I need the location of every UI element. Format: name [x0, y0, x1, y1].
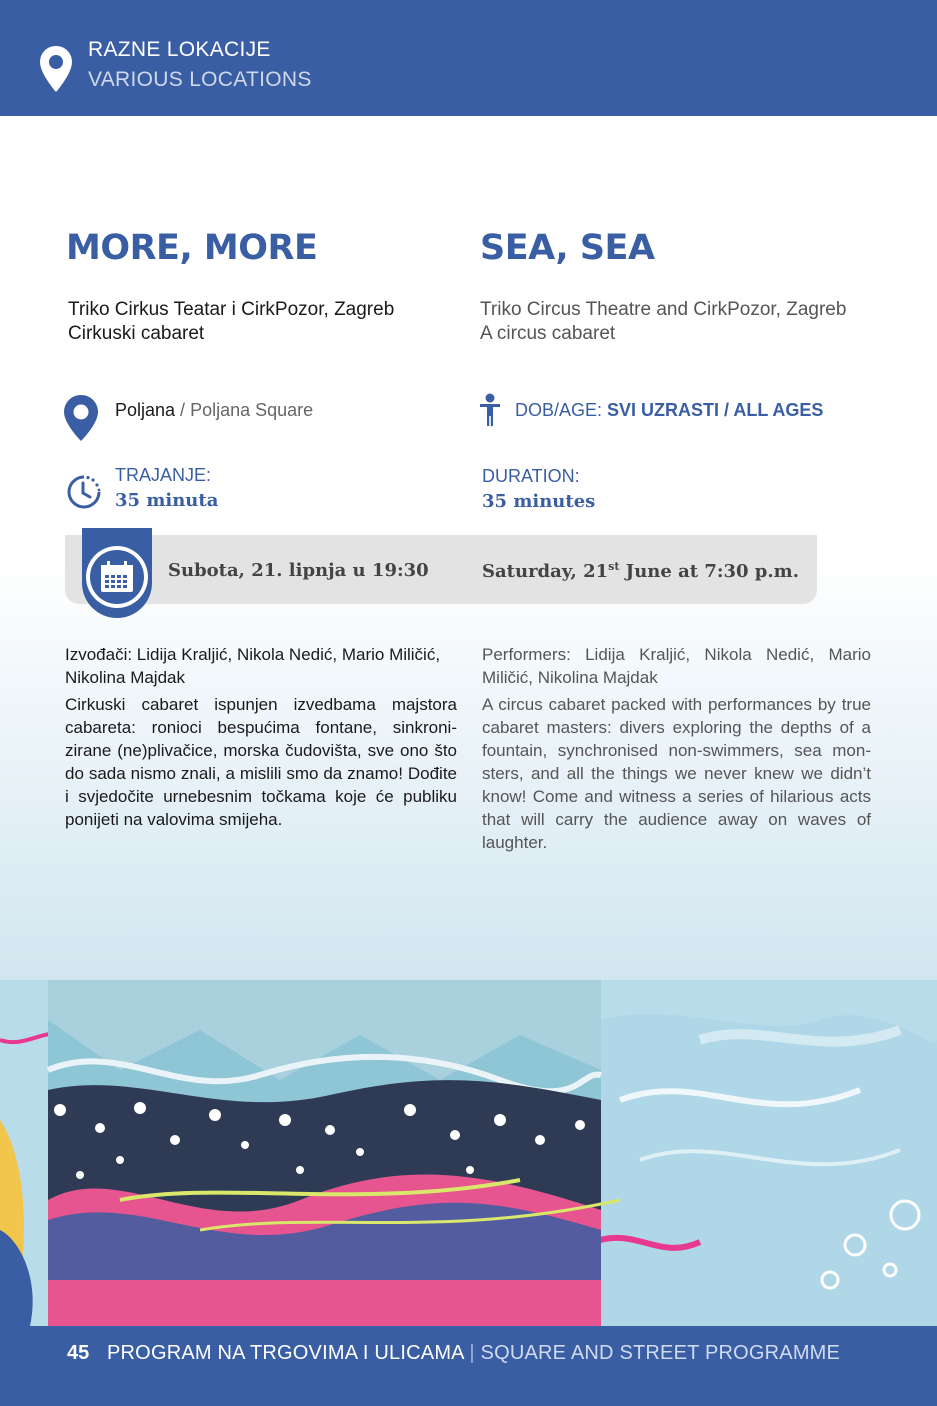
- location-separator: /: [175, 400, 191, 420]
- event-title-en: SEA, SEA: [480, 228, 655, 268]
- page-footer: [0, 1326, 937, 1406]
- footer-section: [107, 1342, 840, 1365]
- footer-section-hr: PROGRAM NA TRGOVIMA I ULICAMA: [107, 1342, 464, 1364]
- event-subtitle-en: [480, 298, 846, 346]
- footer-section-en: SQUARE AND STREET PROGRAMME: [480, 1342, 841, 1364]
- age-label: DOB/AGE:: [515, 400, 608, 420]
- location: [115, 400, 313, 421]
- event-subtitle-hr: [68, 298, 394, 346]
- map-pin-icon: [62, 393, 100, 443]
- performers-en: Performers: Lidija Kraljić, Nikola Nedić, Mario Miličić, Nikolina Majdak: [482, 645, 871, 687]
- page-header: [0, 0, 937, 116]
- performers-hr: Izvođači: Lidija Kraljić, Nikola Nedić, Mario Miličić, Nikolina Majdak: [65, 645, 441, 687]
- date-hr: Subota, 21. lipnja u 19:30: [168, 560, 429, 581]
- duration-label-en: DURATION:: [482, 466, 580, 486]
- genre-hr: Cirkuski cabaret: [68, 323, 205, 344]
- genre-en: A circus cabaret: [480, 323, 616, 344]
- description-text-en: A circus cabaret packed with performances by true cabaret masters: divers exploring the depths of a fountain, synchronised non-swimmers, sea mon-sters, and all the things we never knew we didn’t know! Come and witness a series of hilarious acts that will carry the audience away on waves of laughter.: [482, 695, 871, 852]
- calendar-icon: [99, 560, 135, 594]
- clock-icon: [66, 474, 102, 510]
- age-info: [515, 400, 823, 421]
- company-hr: Triko Cirkus Teatar i CirkPozor, Zagreb: [68, 299, 395, 320]
- duration-value-en: 35 minutes: [482, 491, 596, 512]
- location-en: Poljana Square: [190, 400, 314, 420]
- sea-illustration: [0, 980, 937, 1326]
- duration-value-hr: 35 minuta: [115, 490, 219, 511]
- company-en: Triko Circus Theatre and CirkPozor, Zagreb: [480, 299, 847, 320]
- age-value: SVI UZRASTI / ALL AGES: [607, 400, 824, 420]
- page-number: 45: [67, 1342, 90, 1364]
- date-en: Saturday, 21st June at 7:30 p.m.: [482, 560, 799, 582]
- map-pin-icon: [38, 44, 74, 94]
- footer-separator: |: [463, 1342, 481, 1364]
- description-en: [482, 643, 871, 854]
- description-text-hr: Cirkuski cabaret ispunjen izvedbama majstora cabareta: ronioci bespućima fontane, sinkroni-zirane (ne)plivačice, morska čudovišta, sve ono što do sada nismo znali, a mislili smo da znamo! Dođite i svjedočite urnebesnim točkama koje će publiku ponijeti na valovima smijeha.: [65, 695, 457, 829]
- duration-label-hr: TRAJANJE:: [115, 465, 212, 485]
- section-title-hr: RAZNE LOKACIJE: [88, 38, 271, 61]
- description-hr: [65, 643, 457, 831]
- event-title-hr: MORE, MORE: [66, 228, 318, 268]
- section-title-en: VARIOUS LOCATIONS: [88, 68, 312, 91]
- location-hr: Poljana: [115, 400, 176, 420]
- person-icon: [478, 393, 502, 427]
